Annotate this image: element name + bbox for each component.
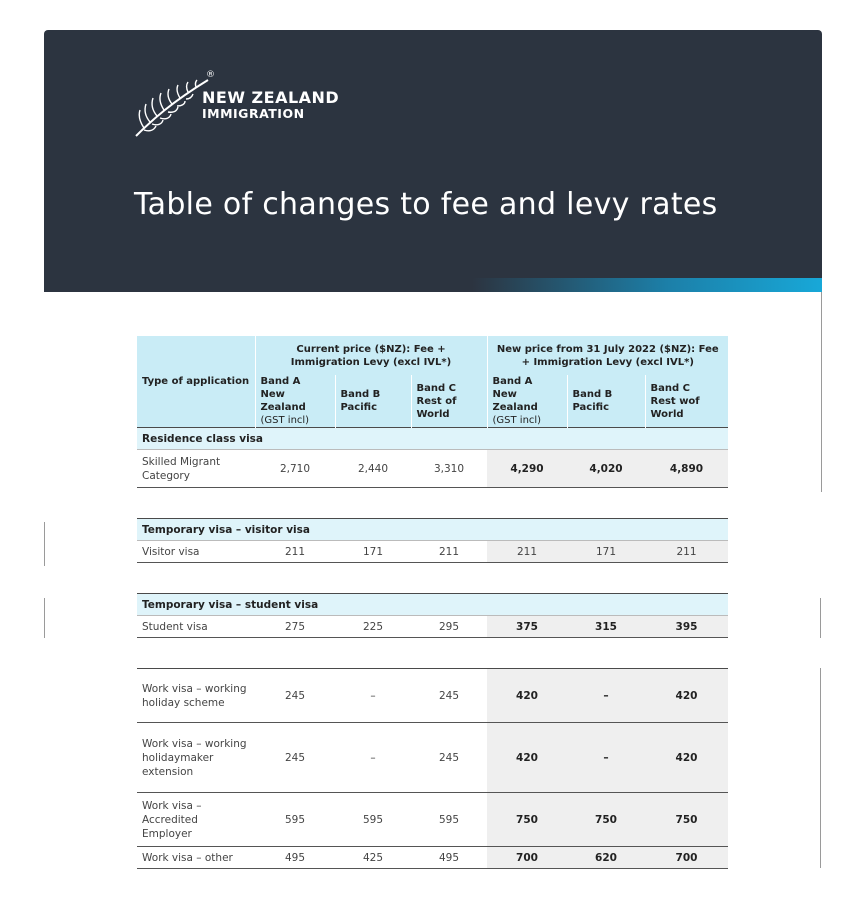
new-price-cell: 420 bbox=[645, 669, 728, 723]
new-price-cell: – bbox=[567, 723, 645, 793]
logo-wordmark bbox=[202, 90, 339, 122]
logo-line2: IMMIGRATION bbox=[202, 106, 305, 121]
band-region: Rest wof World bbox=[650, 395, 700, 420]
band-region: Rest of World bbox=[416, 395, 457, 420]
new-price-cell: 420 bbox=[487, 723, 567, 793]
new-price-cell: 375 bbox=[487, 616, 567, 638]
current-price-cell: 245 bbox=[411, 723, 487, 793]
page-edge-line bbox=[44, 598, 45, 638]
current-price-cell: 495 bbox=[255, 847, 335, 869]
section-header-row bbox=[137, 594, 728, 616]
visa-type-cell: Visitor visa bbox=[137, 541, 255, 563]
band-header bbox=[645, 375, 728, 428]
new-price-header: New price from 31 July 2022 ($NZ): Fee + Immigration Levy (excl IVL*) bbox=[487, 336, 728, 375]
nz-immigration-logo bbox=[132, 68, 372, 148]
current-price-cell: 595 bbox=[335, 793, 411, 847]
visa-type-cell: Work visa – other bbox=[137, 847, 255, 869]
new-price-cell: 171 bbox=[567, 541, 645, 563]
visa-type-cell: Work visa – working holidaymaker extension bbox=[137, 723, 255, 793]
current-price-cell: 211 bbox=[411, 541, 487, 563]
table-row bbox=[137, 847, 728, 869]
table-row bbox=[137, 669, 728, 723]
section-header-row bbox=[137, 428, 728, 450]
band-region: Pacific bbox=[572, 402, 610, 413]
spacer-cell bbox=[137, 563, 728, 594]
spacer-cell bbox=[137, 638, 728, 669]
current-price-cell: 425 bbox=[335, 847, 411, 869]
current-price-cell: – bbox=[335, 669, 411, 723]
new-price-cell: 4,290 bbox=[487, 450, 567, 488]
current-price-cell: 211 bbox=[255, 541, 335, 563]
registered-mark: ® bbox=[206, 70, 215, 80]
current-price-cell: 295 bbox=[411, 616, 487, 638]
current-price-cell: 2,440 bbox=[335, 450, 411, 488]
table-row bbox=[137, 616, 728, 638]
spacer-row bbox=[137, 563, 728, 594]
new-price-cell: 700 bbox=[645, 847, 728, 869]
table-header-row bbox=[137, 336, 728, 375]
band-note: (GST incl) bbox=[492, 415, 542, 426]
spacer-row bbox=[137, 638, 728, 669]
new-price-cell: 420 bbox=[487, 669, 567, 723]
current-price-cell: 275 bbox=[255, 616, 335, 638]
band-name: Band B bbox=[340, 389, 381, 400]
spacer-row bbox=[137, 488, 728, 519]
band-name: Band C bbox=[416, 382, 456, 394]
col-type-header: Type of application bbox=[137, 336, 255, 428]
visa-type-cell: Work visa – working holiday scheme bbox=[137, 669, 255, 723]
silver-fern-icon bbox=[132, 72, 212, 142]
current-price-cell: – bbox=[335, 723, 411, 793]
visa-type-cell: Student visa bbox=[137, 616, 255, 638]
new-price-cell: 4,020 bbox=[567, 450, 645, 488]
band-header bbox=[411, 375, 487, 428]
band-header bbox=[567, 375, 645, 428]
new-price-cell: 211 bbox=[645, 541, 728, 563]
band-region: New Zealand bbox=[260, 389, 306, 413]
section-title: Temporary visa – visitor visa bbox=[137, 519, 728, 541]
current-price-cell: 495 bbox=[411, 847, 487, 869]
table-row bbox=[137, 450, 728, 488]
section-title: Temporary visa – student visa bbox=[137, 594, 728, 616]
new-price-cell: 4,890 bbox=[645, 450, 728, 488]
band-name: Band B bbox=[572, 389, 613, 400]
page-edge-line bbox=[820, 598, 821, 638]
band-header bbox=[335, 375, 411, 428]
current-price-cell: 245 bbox=[255, 669, 335, 723]
new-price-cell: 420 bbox=[645, 723, 728, 793]
band-region: New Zealand bbox=[492, 389, 538, 413]
current-price-cell: 2,710 bbox=[255, 450, 335, 488]
band-region: Pacific bbox=[340, 402, 378, 413]
band-name: Band C bbox=[650, 382, 690, 394]
new-price-cell: 750 bbox=[567, 793, 645, 847]
section-header-row bbox=[137, 519, 728, 541]
visa-type-cell: Skilled Migrant Category bbox=[137, 450, 255, 488]
table-row bbox=[137, 541, 728, 563]
visa-type-cell: Work visa – Accredited Employer bbox=[137, 793, 255, 847]
current-price-cell: 171 bbox=[335, 541, 411, 563]
page-edge-line bbox=[820, 668, 821, 868]
new-price-cell: 750 bbox=[487, 793, 567, 847]
fee-table bbox=[137, 336, 728, 869]
band-header bbox=[255, 375, 335, 428]
new-price-cell: – bbox=[567, 669, 645, 723]
header-banner bbox=[44, 30, 822, 292]
new-price-cell: 211 bbox=[487, 541, 567, 563]
page-edge-line bbox=[44, 522, 45, 566]
spacer-cell bbox=[137, 488, 728, 519]
current-price-cell: 595 bbox=[411, 793, 487, 847]
new-price-cell: 750 bbox=[645, 793, 728, 847]
current-price-cell: 3,310 bbox=[411, 450, 487, 488]
new-price-cell: 395 bbox=[645, 616, 728, 638]
current-price-cell: 245 bbox=[411, 669, 487, 723]
logo-line1: NEW ZEALAND bbox=[202, 88, 340, 107]
table-row bbox=[137, 793, 728, 847]
band-header bbox=[487, 375, 567, 428]
new-price-cell: 700 bbox=[487, 847, 567, 869]
new-price-cell: 620 bbox=[567, 847, 645, 869]
page-title: Table of changes to fee and levy rates bbox=[134, 187, 718, 222]
section-title: Residence class visa bbox=[137, 428, 728, 450]
current-price-header: Current price ($NZ): Fee + Immigration Levy (excl IVL*) bbox=[255, 336, 487, 375]
current-price-cell: 595 bbox=[255, 793, 335, 847]
page-edge-line bbox=[821, 292, 822, 492]
band-name: Band A bbox=[492, 376, 533, 387]
current-price-cell: 225 bbox=[335, 616, 411, 638]
current-price-cell: 245 bbox=[255, 723, 335, 793]
band-note: (GST incl) bbox=[260, 415, 310, 426]
table-row bbox=[137, 723, 728, 793]
band-name: Band A bbox=[260, 376, 301, 387]
new-price-cell: 315 bbox=[567, 616, 645, 638]
banner-accent-stripe bbox=[44, 278, 822, 292]
